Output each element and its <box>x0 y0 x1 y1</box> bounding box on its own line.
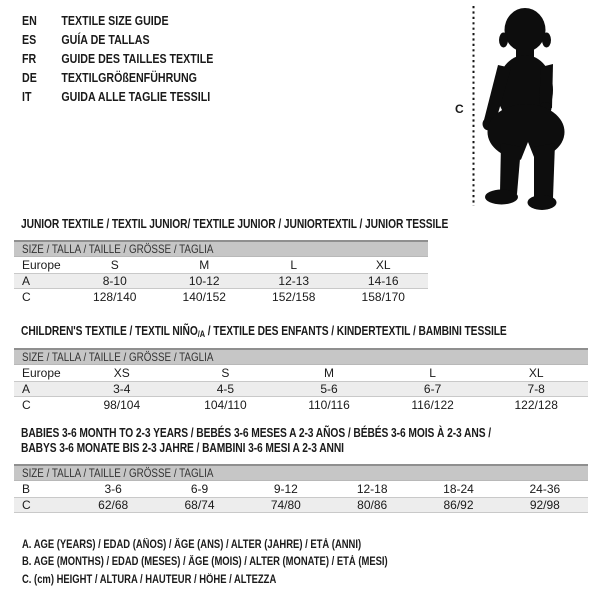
junior-table-title-text: JUNIOR TEXTILE / TEXTIL JUNIOR/ TEXTILE JUNIOR / JUNIORTEXTIL / JUNIOR TESSILE <box>21 217 449 231</box>
language-guide-title: GUIDA ALLE TAGLIE TESSILI <box>61 89 211 104</box>
row-label: Europe <box>22 258 61 272</box>
baby-silhouette-shape <box>483 8 565 160</box>
height-cell: 80/86 <box>357 498 388 512</box>
size-cell: L <box>429 366 436 380</box>
childrens-table-title <box>21 324 588 339</box>
table-row-europe <box>14 257 428 273</box>
title-main: CHILDREN'S TEXTILE / TEXTIL NIÑO <box>21 324 198 338</box>
language-row-it <box>22 87 213 106</box>
language-guide-title: TEXTILGRÖßENFÜHRUNG <box>61 70 197 85</box>
height-cell: 152/158 <box>272 290 316 304</box>
baby-silhouette-icon <box>468 3 592 211</box>
table-row-height <box>14 289 428 305</box>
language-row-es <box>22 30 213 49</box>
size-header-bar <box>14 240 428 257</box>
row-label: Europe <box>22 366 61 380</box>
row-label: A <box>22 382 31 396</box>
height-cell: 140/152 <box>182 290 226 304</box>
size-cell: L <box>290 258 298 272</box>
age-cell: 18-24 <box>443 482 474 496</box>
language-guide-title: GUIDE DES TAILLES TEXTILE <box>61 51 214 66</box>
legend-note-c: C. (cm) HEIGHT / ALTURA / HAUTEUR / HÖHE / ALTEZZA <box>22 573 277 586</box>
age-cell: 7-8 <box>527 382 545 396</box>
age-cell: 3-4 <box>113 382 131 396</box>
height-cell: 74/80 <box>270 498 301 512</box>
language-row-en <box>22 11 213 30</box>
size-header-text: SIZE / TALLA / TAILLE / GRÖSSE / TAGLIA <box>22 466 214 480</box>
height-cell: 116/122 <box>411 398 454 412</box>
age-cell: 8-10 <box>102 274 127 288</box>
age-cell: 4-5 <box>216 382 235 396</box>
size-cell: M <box>323 366 334 380</box>
size-header-bar <box>14 464 588 481</box>
row-label: C <box>22 398 31 412</box>
age-cell: 9-12 <box>273 482 298 496</box>
table-row-age-months <box>14 481 588 497</box>
height-cell: 68/74 <box>184 498 215 512</box>
size-header-text: SIZE / TALLA / TAILLE / GRÖSSE / TAGLIA <box>22 350 214 364</box>
babies-title-line2: BABYS 3-6 MONATE BIS 2-3 JAHRE / BAMBINI 3-6 MESI A 2-3 ANNI <box>21 441 344 455</box>
table-row-age <box>14 273 428 289</box>
size-header-bar <box>14 348 588 365</box>
age-cell: 10-12 <box>188 274 220 288</box>
size-header-text: SIZE / TALLA / TAILLE / GRÖSSE / TAGLIA <box>22 242 214 256</box>
height-cell: 92/98 <box>529 498 560 512</box>
childrens-textile-table <box>14 324 588 413</box>
table-row-europe <box>14 365 588 381</box>
age-cell: 3-6 <box>104 482 122 496</box>
height-cell: 110/116 <box>308 398 350 412</box>
age-cell: 12-13 <box>278 274 310 288</box>
height-label-c: C <box>455 102 464 116</box>
height-cell: 158/170 <box>361 290 405 304</box>
height-cell: 122/128 <box>514 398 558 412</box>
junior-textile-table <box>14 217 449 305</box>
language-row-fr <box>22 49 213 68</box>
language-title-list <box>22 11 255 106</box>
language-code: EN <box>22 13 37 28</box>
babies-textile-table <box>14 426 588 513</box>
size-cell: S <box>221 366 230 380</box>
table-row-height <box>14 497 588 513</box>
age-cell: 5-6 <box>320 382 338 396</box>
size-cell: XL <box>375 258 391 272</box>
language-guide-title: GUÍA DE TALLAS <box>61 32 150 47</box>
language-row-de <box>22 68 213 87</box>
row-label: A <box>22 274 31 288</box>
age-cell: 12-18 <box>356 482 388 496</box>
babies-table-title <box>21 426 588 456</box>
age-cell: 24-36 <box>529 482 561 496</box>
height-cell: 62/68 <box>98 498 129 512</box>
babies-title-line1: BABIES 3-6 MONTH TO 2-3 YEARS / BEBÉS 3-6 MESES A 2-3 AÑOS / BÉBÉS 3-6 MOIS À 2-3 ANS / <box>21 426 491 440</box>
legend-note-b: B. AGE (MONTHS) / EDAD (MESES) / ÂGE (MOIS) / ALTER (MONATE) / ETÀ (MESI) <box>22 556 388 569</box>
height-cell: 104/110 <box>204 398 247 412</box>
language-guide-title: TEXTILE SIZE GUIDE <box>61 13 169 28</box>
language-code: FR <box>22 51 37 66</box>
age-cell: 6-7 <box>423 382 442 396</box>
size-cell: M <box>199 258 210 272</box>
language-code: IT <box>22 89 32 104</box>
title-subscript: /A <box>197 329 205 339</box>
language-code: ES <box>22 32 37 47</box>
row-label: B <box>22 482 31 496</box>
title-rest: / TEXTILE DES ENFANTS / KINDERTEXTIL / BAMBINI TESSILE <box>204 324 507 338</box>
height-cell: 98/104 <box>103 398 141 412</box>
size-cell: XL <box>528 366 544 380</box>
junior-table-title <box>21 217 449 231</box>
size-cell: S <box>110 258 119 272</box>
legend-notes <box>22 536 468 589</box>
language-code: DE <box>22 70 37 85</box>
row-label: C <box>22 498 31 512</box>
row-label: C <box>22 290 31 304</box>
size-cell: XS <box>113 366 130 380</box>
height-cell: 128/140 <box>93 290 137 304</box>
age-cell: 14-16 <box>367 274 399 288</box>
height-cell: 86/92 <box>443 498 474 512</box>
table-row-age <box>14 381 588 397</box>
table-row-height <box>14 397 588 413</box>
legend-note-a: A. AGE (YEARS) / EDAD (AÑOS) / ÂGE (ANS) / ALTER (JAHRE) / ETÀ (ANNI) <box>22 538 362 551</box>
age-cell: 6-9 <box>190 482 209 496</box>
childrens-table-title-text <box>21 324 507 339</box>
